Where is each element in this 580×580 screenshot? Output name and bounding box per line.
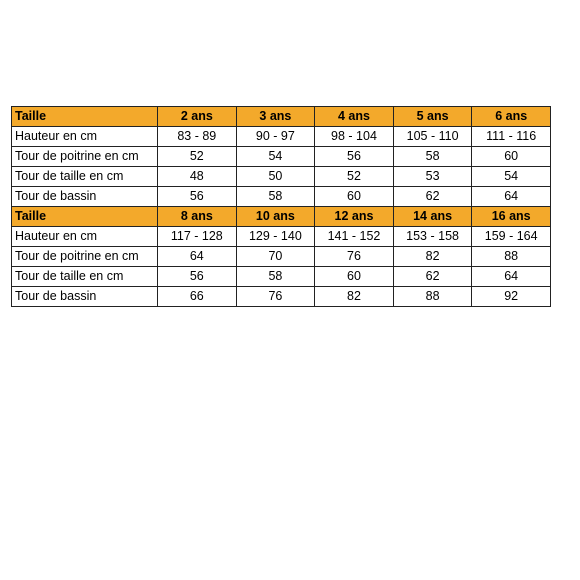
row-label: Tour de bassin — [12, 287, 158, 307]
table-header-row — [12, 107, 551, 127]
table-cell: 98 - 104 — [315, 127, 394, 147]
table-row — [12, 147, 551, 167]
row-label: Hauteur en cm — [12, 127, 158, 147]
row-label: Tour de bassin — [12, 187, 158, 207]
row-label: Tour de poitrine en cm — [12, 247, 158, 267]
table-cell: 60 — [315, 187, 394, 207]
size-column-header: 4 ans — [315, 107, 394, 127]
table-cell: 64 — [158, 247, 237, 267]
table-cell: 53 — [393, 167, 472, 187]
table-row — [12, 227, 551, 247]
header-label: Taille — [12, 107, 158, 127]
table-cell: 88 — [472, 247, 551, 267]
table-cell: 64 — [472, 187, 551, 207]
table-cell: 62 — [393, 267, 472, 287]
table-cell: 70 — [236, 247, 315, 267]
table-cell: 58 — [236, 187, 315, 207]
row-label: Tour de poitrine en cm — [12, 147, 158, 167]
table-cell: 129 - 140 — [236, 227, 315, 247]
table-cell: 52 — [158, 147, 237, 167]
table-cell: 88 — [393, 287, 472, 307]
table-cell: 48 — [158, 167, 237, 187]
table-cell: 82 — [393, 247, 472, 267]
table-row — [12, 187, 551, 207]
table-cell: 60 — [315, 267, 394, 287]
table-cell: 76 — [315, 247, 394, 267]
table-cell: 62 — [393, 187, 472, 207]
size-column-header: 10 ans — [236, 207, 315, 227]
table-cell: 159 - 164 — [472, 227, 551, 247]
table-row — [12, 267, 551, 287]
size-column-header: 16 ans — [472, 207, 551, 227]
row-label: Tour de taille en cm — [12, 167, 158, 187]
table-row — [12, 167, 551, 187]
table-cell: 56 — [158, 187, 237, 207]
table-cell: 66 — [158, 287, 237, 307]
size-column-header: 8 ans — [158, 207, 237, 227]
table-cell: 58 — [393, 147, 472, 167]
size-column-header: 12 ans — [315, 207, 394, 227]
table-cell: 92 — [472, 287, 551, 307]
table-cell: 56 — [158, 267, 237, 287]
table-cell: 56 — [315, 147, 394, 167]
size-column-header: 2 ans — [158, 107, 237, 127]
table-cell: 52 — [315, 167, 394, 187]
table-cell: 141 - 152 — [315, 227, 394, 247]
size-column-header: 3 ans — [236, 107, 315, 127]
row-label: Tour de taille en cm — [12, 267, 158, 287]
table-cell: 60 — [472, 147, 551, 167]
table-cell: 82 — [315, 287, 394, 307]
table-cell: 50 — [236, 167, 315, 187]
table-cell: 58 — [236, 267, 315, 287]
size-chart-table — [11, 106, 551, 307]
table-row — [12, 247, 551, 267]
table-cell: 76 — [236, 287, 315, 307]
table-cell: 54 — [472, 167, 551, 187]
table-cell: 90 - 97 — [236, 127, 315, 147]
table-cell: 54 — [236, 147, 315, 167]
table-cell: 83 - 89 — [158, 127, 237, 147]
table-row — [12, 127, 551, 147]
size-column-header: 6 ans — [472, 107, 551, 127]
table-cell: 105 - 110 — [393, 127, 472, 147]
size-column-header: 14 ans — [393, 207, 472, 227]
table-cell: 64 — [472, 267, 551, 287]
table-cell: 111 - 116 — [472, 127, 551, 147]
size-column-header: 5 ans — [393, 107, 472, 127]
table-cell: 117 - 128 — [158, 227, 237, 247]
table-header-row — [12, 207, 551, 227]
header-label: Taille — [12, 207, 158, 227]
row-label: Hauteur en cm — [12, 227, 158, 247]
table-row — [12, 287, 551, 307]
table-cell: 153 - 158 — [393, 227, 472, 247]
